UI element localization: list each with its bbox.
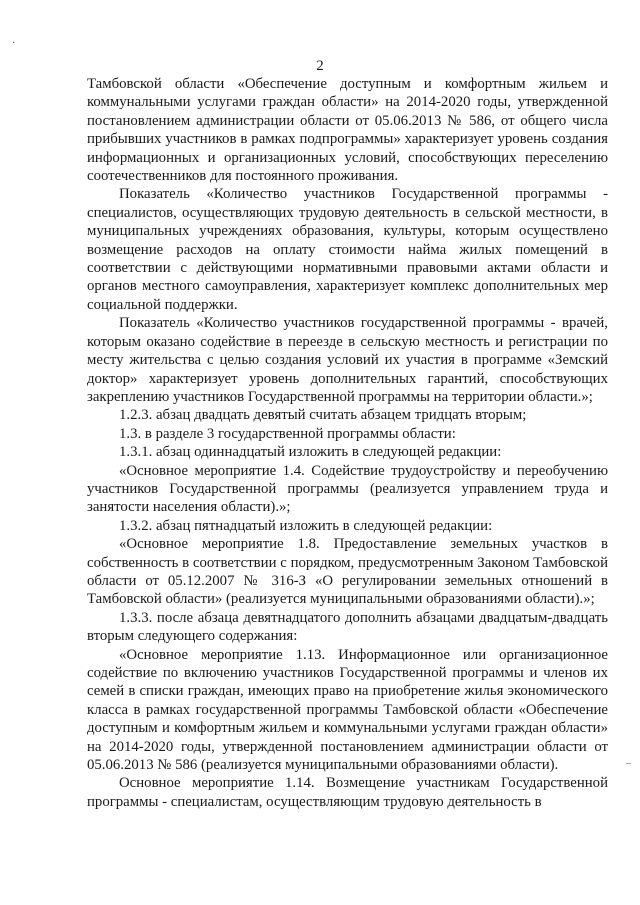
margin-mark-left: ·: [12, 38, 16, 49]
paragraph-9: «Основное мероприятие 1.8. Предоставление земельных участков в собственность в соответствии с порядком, предусмотренным Законом Тамбовской области от 05.12.2007 № 316-З «О регулировании земельных отношений в Тамбовской области» (реализуется муниципальными образованиями области).»;: [87, 536, 608, 608]
paragraph-10: 1.3.3. после абзаца девятнадцатого дополнить абзацами двадцатым-двадцать вторым следующего содержания:: [87, 609, 608, 645]
paragraph-12: Основное мероприятие 1.14. Возмещение участникам Государственной программы - специалистам, осуществляющим трудовую деятельность в: [87, 775, 608, 810]
paragraph-8: 1.3.2. абзац пятнадцатый изложить в следующей редакции:: [119, 517, 493, 534]
paragraph-6: 1.3.1. абзац одиннадцатый изложить в следующей редакции:: [119, 444, 502, 461]
margin-mark-right: –: [626, 758, 631, 769]
paragraph-1: Тамбовской области «Обеспечение доступным и комфортным жильем и коммунальными услугами граждан области» на 2014-2020 годы, утвержденной постановлением администрации области от 05.06.2013 № 586, от общего числа прибывших участников в рамках подпрограммы» характеризует уровень создания информационных и организационных условий, способствующих переселению соотечественников для постоянного проживания.: [87, 76, 608, 185]
paragraph-7: «Основное мероприятие 1.4. Содействие трудоустройству и переобучению участников Государственной программы (реализуется управлением труда и занятости населения области).»;: [87, 462, 608, 516]
paragraph-5: 1.3. в разделе 3 государственной программы области:: [119, 425, 456, 442]
paragraph-4: 1.2.3. абзац двадцать девятый считать абзацем тридцать вторым;: [119, 407, 527, 424]
document-body: [87, 75, 608, 811]
paragraph-2: Показатель «Количество участников Государственной программы - специалистов, осуществляющих трудовую деятельность в сельской местности, в муниципальных учреждениях образования, культуры, которым осуществлено возмещение расходов на оплату стоимости найма жилых помещений в соответствии с действующими нормативными правовыми актами области и органов местного самоуправления, характеризует комплекс дополнительных мер социальной поддержки.: [87, 186, 608, 313]
paragraph-3: Показатель «Количество участников государственной программы - врачей, которым оказано содействие в переезде в сельскую местность и регистрации по месту жительства с целью создания условий их участия в программе «Земский доктор» характеризует уровень дополнительных гарантий, способствующих закреплению участников Государственной программы на территории области.»;: [87, 315, 608, 405]
page-number: 2: [316, 58, 324, 74]
paragraph-11: «Основное мероприятие 1.13. Информационное или организационное содействие по включению участников Государственной программы и членов их семей в списки граждан, имеющих право на приобретение жилья экономического класса в рамках государственной программы Тамбовской области «Обеспечение доступным и комфортным жильем и коммунальными услугами граждан области» на 2014-2020 годы, утвержденной постановлением администрации области от 05.06.2013 № 586 (реализуется муниципальными образованиями области).: [87, 646, 608, 774]
